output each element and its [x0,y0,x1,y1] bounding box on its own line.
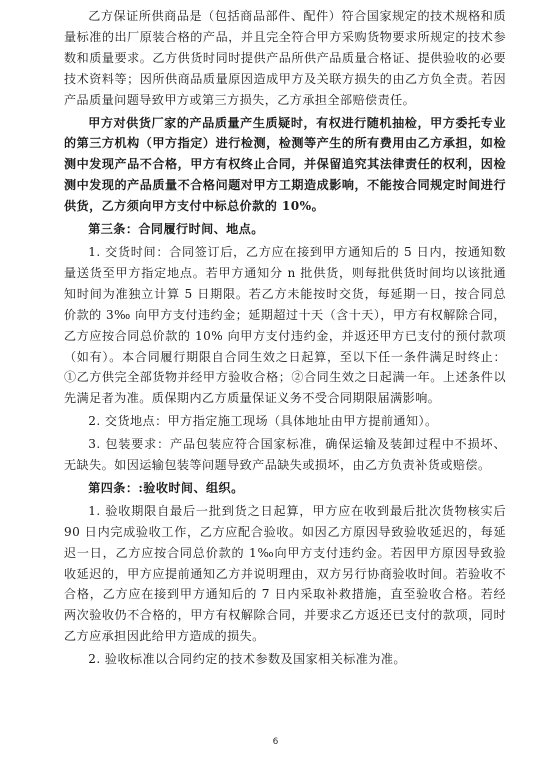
article3-item2-delivery-place: 2. 交货地点：甲方指定施工现场（具体地址由甲方提前通知）。 [88,414,438,429]
page-number: 6 [272,737,279,747]
article3-item3-packaging: 3. 包装要求：产品包装应符合国家标准，确保运输及装卸过程中不损坏、无缺失。如因运输包装等问题导致产品缺失或损坏，由乙方负责补货或赔偿。 [64,437,506,473]
article4-item2-acceptance-standard: 2. 验收标准以合同约定的技术参数及国家相关标准为准。 [88,652,406,667]
article4-item1-acceptance-period: 1. 验收期限自最后一批到货之日起算，甲方应在收到最后批次货物核实后 90 日内完成验收工作，乙方应配合验收。如因乙方原因导致验收延迟的，每延迟一日，乙方应按合同总价款的 1‰向甲方支付违约金。若因甲方原因导致验收延迟的，甲方应提前通知乙方并说明理由，双方另行协商验收时间。若验收不合格，乙方应在接到甲方通知后的 7 日内采取补救措施，直至验收合格。若经两次验收仍不合格的，甲方有权解除合同，并要求乙方返还已支付的款项，同时乙方应承担因此给甲方造成的损失。 [64,503,506,644]
article4-heading: 第四条：:验收时间、组织。 [88,480,244,495]
document-page [64,6,506,670]
quality-standard-paragraph: 乙方保证所供商品是（包括商品部件、配件）符合国家规定的技术规格和质量标准的出厂原装合格的产品，并且完全符合甲方采购货物要求所规定的技术参数和质量要求。乙方供货时同时提供产品所供产品质量合格证、提供验收的必要技术资料等；因所供商品质量原因造成甲方及关联方损失的由乙方负全责。若因产品质量问题导致甲方或第三方损失，乙方承担全部赔偿责任。 [64,9,506,107]
article3-item1-delivery-time: 1. 交货时间：合同签订后，乙方应在接到甲方通知后的 5 日内，按通知数量送货至甲方指定地点。若甲方通知分 n 批供货，则每批供货时间均以该批通知时间为准独立计算 5 日期限。若乙方未能按时交货，每延期一日，按合同总价款的 3‰ 向甲方支付违约金；延期超过十天（含十天），甲方有权解除合同，乙方应按合同总价款的 10% 向甲方支付违约金，并返还甲方已支付的预付款项（如有）。本合同履行期限自合同生效之日起算，至以下任一条件满足时终止：①乙方供完全部货物并经甲方验收合格；②合同生效之日起满一年。上述条件以先满足者为准。质保期内乙方质量保证义务不受合同期限届满影响。 [64,244,506,406]
sampling-inspection-paragraph: 甲方对供货厂家的产品质量产生质疑时，有权进行随机抽检，甲方委托专业的第三方机构（甲方指定）进行检测，检测等产生的所有费用由乙方承担，如检测中发现产品不合格，甲方有权终止合同，并保留追究其法律责任的权利，因检测中发现的产品质量不合格问题对甲方工期造成影响，不能按合同规定时间进行供货，乙方须向甲方支付中标总价款的 10%。 [64,115,506,214]
article3-heading: 第三条：合同履行时间、地点。 [88,222,264,237]
